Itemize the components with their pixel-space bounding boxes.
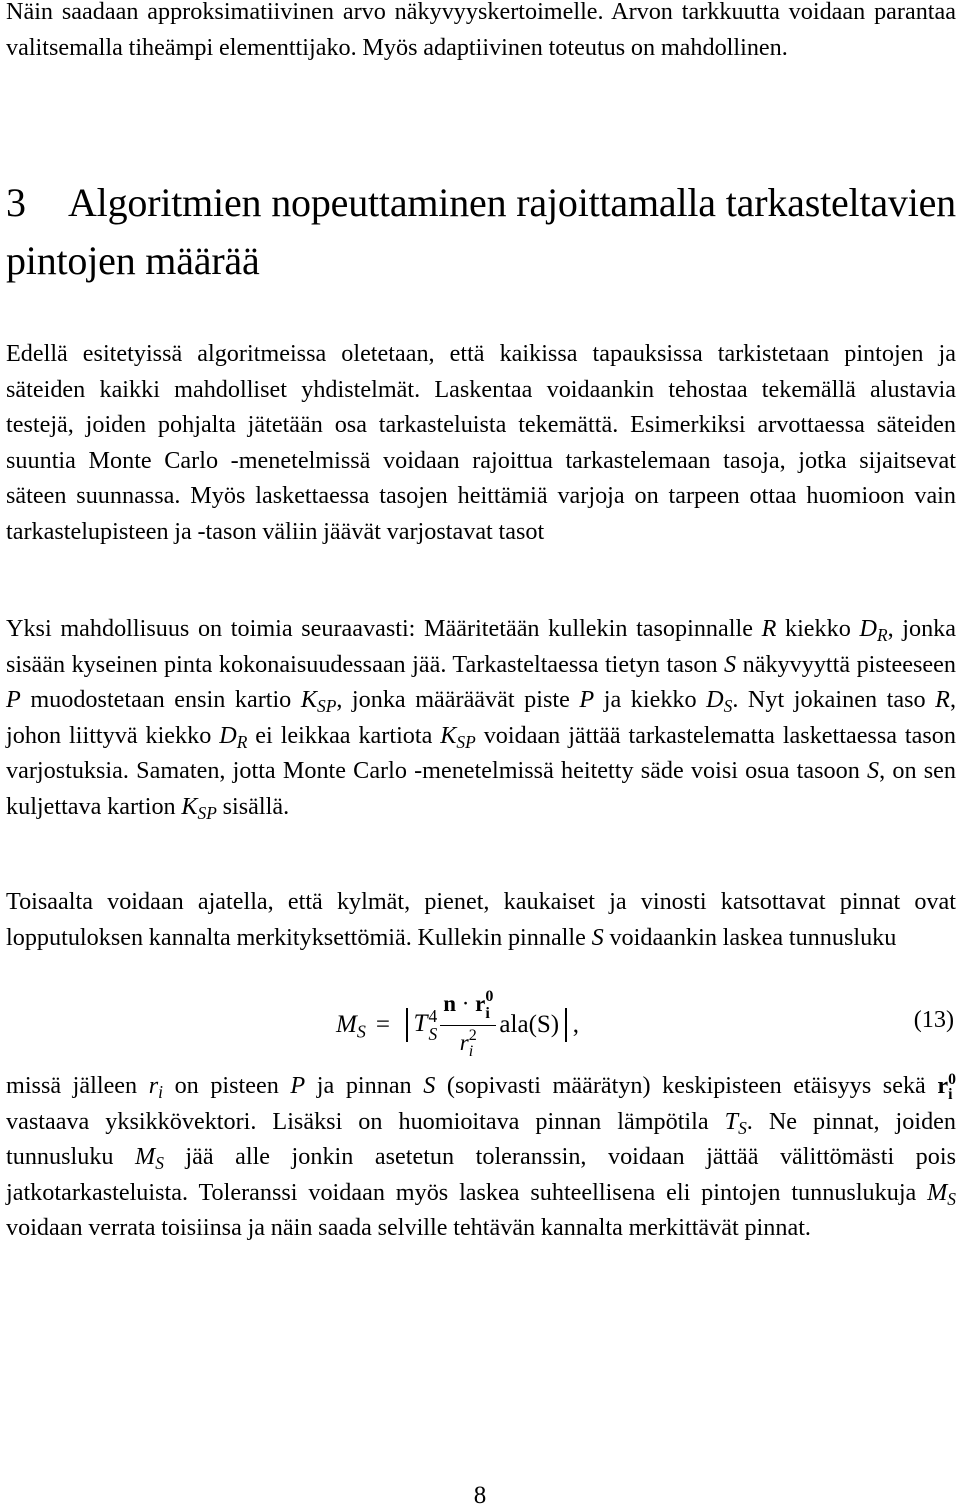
math-symbol: $M_S$ — [135, 1143, 164, 1174]
math-symbol: $T_S$ — [724, 1107, 747, 1138]
equation-comma: , — [572, 1011, 579, 1038]
equals-sign: = — [375, 1011, 390, 1038]
text-run: missä jälleen — [6, 1072, 149, 1099]
math-symbol: $D_R$ — [859, 615, 888, 646]
area-function: ala — [499, 1011, 529, 1038]
text-run: kiekko — [776, 615, 860, 642]
math-symbol: $M_S$ — [927, 1178, 956, 1209]
text-run: on pisteen — [162, 1072, 291, 1099]
text-run: voidaankin laskea tunnusluku — [603, 923, 897, 951]
text-run: , jonka määräävät piste — [336, 686, 580, 714]
paragraph-1-text: Edellä esitetyissä algoritmeissa oletetaan, että kaikissa tapauksissa tarkistetaan pintojen ja säteiden kaikki mahdolliset yhdistelmät. Laskentaa voidaankin tehostaa tekemällä alustavia testejä, joiden pohjalta jätetään osa tarkasteluista tekemättä. Esimerkiksi arvottaessa säteiden suuntia Monte Carlo -menetelmissä voidaan rajoittua tarkastelemaan tasoja, jotka sijaitsevat säteen suunnassa. Myös laskettaessa tasojen heittämiä varjoja on tarpeen ottaa huomioon vain tarkastelupisteen ja -tason väliin jäävät varjostavat tasot — [6, 340, 956, 545]
math-symbol: P — [6, 686, 21, 714]
equation-number: (13) — [913, 1006, 954, 1033]
math-symbol: $r_i$ — [148, 1072, 163, 1103]
text-run: muodostetaan ensin kartio — [20, 686, 301, 714]
math-symbol: $D_S$ — [706, 686, 733, 717]
math-symbol: S — [724, 650, 737, 678]
page-number: 8 — [473, 1482, 487, 1509]
section-heading — [6, 174, 956, 290]
math-symbol: S — [591, 923, 604, 951]
text-run: vastaava yksikkövektori. Lisäksi on huomioitava pinnan lämpötila — [6, 1107, 725, 1135]
text-run: , jonka sisään kyseinen pinta kokonaisuudessaan jää. Tarkasteltaessa tietyn tason — [6, 615, 956, 678]
paragraph-1 — [6, 336, 956, 550]
math-symbol: R — [935, 686, 950, 714]
text-run: ja kiekko — [594, 686, 707, 714]
text-run: (sopivasti määrätyn) keskipisteen etäisyys sekä — [435, 1072, 938, 1099]
text-run: sisällä. — [216, 792, 290, 820]
math-symbol: S — [867, 757, 880, 785]
text-run: voidaan jättää tarkastelematta laskettaessa tason varjostuksia. Samaten, jotta Monte Carlo -menetelmissä heitetty säde voisi osua tasoon — [6, 721, 956, 785]
intro-text: Näin saadaan approksimatiivinen arvo näkyvyyskertoimelle. Arvon tarkkuutta voidaan parantaa valitsemalla tiheämpi elementtijako. Myös adaptiivinen toteutus on mahdollinen. — [6, 0, 956, 61]
fraction-numerator: n · r 0 i — [440, 989, 496, 1026]
math-symbol: P — [579, 686, 595, 714]
equation-13 — [0, 985, 960, 1065]
math-symbol: $K_{SP}$ — [300, 686, 337, 717]
math-symbol: $K_{SP}$ — [181, 792, 217, 824]
temperature-term: T 4 S — [413, 1005, 438, 1044]
area-argument: (S) — [528, 1011, 560, 1038]
paragraph-2 — [6, 611, 956, 825]
math-symbol: S — [423, 1072, 436, 1099]
text-run: näkyvyyttä pisteeseen — [736, 650, 956, 678]
abs-bar-left — [406, 1008, 408, 1042]
text-run: jää alle jonkin asetetun toleranssin, voidaan jättää välittömästi pois jatkotarkasteluista. Toleranssi voidaan myös laskea suhteellisena eli pintojen tunnuslukuja — [6, 1143, 956, 1206]
text-run: ja pinnan — [305, 1072, 424, 1099]
abs-bar-right — [565, 1008, 567, 1042]
text-run: voidaan verrata toisiinsa ja näin saada selville tehtävän kannalta merkittävät pinnat. — [6, 1214, 811, 1242]
fraction — [440, 989, 496, 1062]
intro-paragraph — [6, 0, 956, 65]
paragraph-4 — [6, 1068, 956, 1246]
text-run: Yksi mahdollisuus on toimia seuraavasti: Määritetään kullekin tasopinnalle — [6, 615, 762, 642]
paragraph-3 — [6, 884, 956, 955]
text-run: . Nyt jokainen taso — [732, 686, 936, 714]
equation-body — [336, 985, 579, 1065]
text-run: Toisaalta voidaan ajatella, että kylmät, pienet, kaukaiset ja vinosti katsottavat pinnat ovat lopputuloksen kannalta merkityksettömiä. Kullekin pinnalle — [6, 888, 956, 951]
math-symbol: r 0 i — [937, 1070, 956, 1104]
section-number: 3 — [6, 180, 26, 225]
math-symbol: $K_{SP}$ — [440, 721, 476, 752]
math-symbol: R — [761, 615, 777, 642]
math-symbol: P — [290, 1072, 306, 1099]
text-run: ei leikkaa kartiota — [247, 721, 441, 749]
text-run: , johon liittyvä kiekko — [6, 686, 956, 749]
fraction-denominator: r 2 i — [459, 1026, 477, 1061]
text-run: . Ne pinnat, joiden tunnusluku — [6, 1107, 957, 1171]
math-symbol: $D_R$ — [219, 721, 248, 752]
equation-lhs: $M_S$ — [336, 1011, 366, 1042]
text-run: , on sen kuljettava kartion — [6, 757, 956, 820]
section-title: Algoritmien nopeuttaminen rajoittamalla tarkasteltavien pintojen määrää — [6, 180, 956, 283]
